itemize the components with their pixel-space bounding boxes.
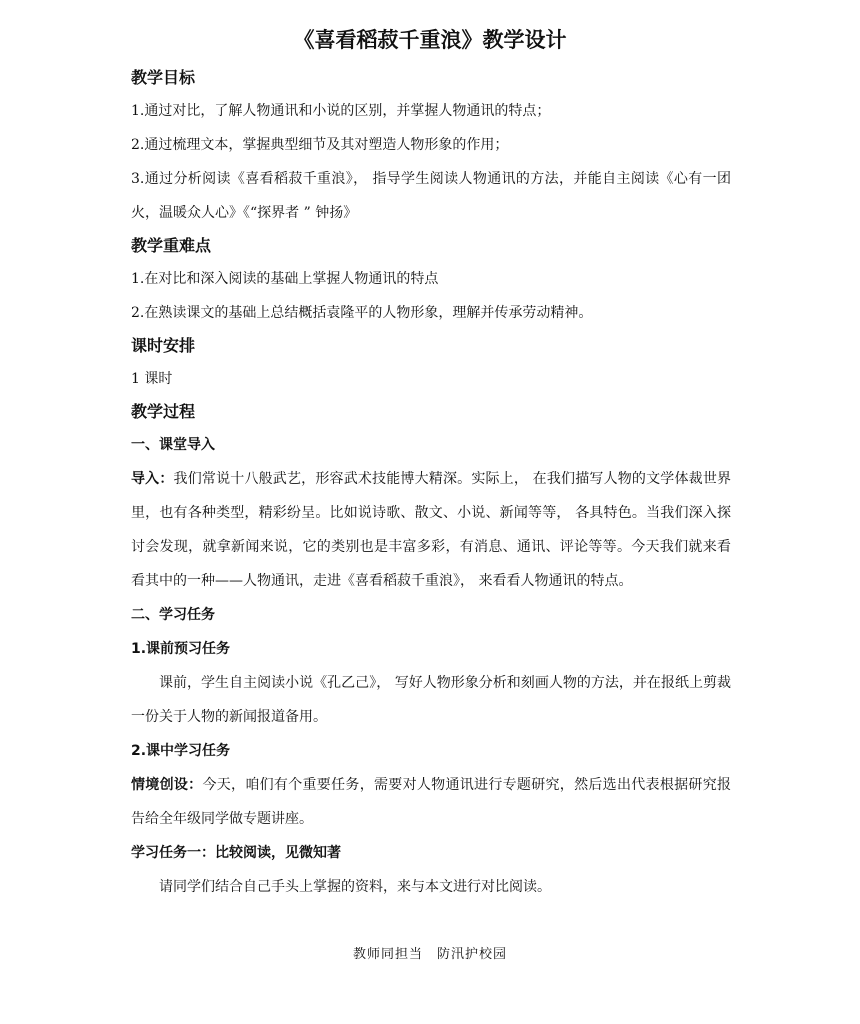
- subtask-heading: 学习任务一：比较阅读，见微知著: [131, 845, 341, 861]
- scenario-paragraph: [131, 768, 731, 836]
- class-task-heading: 2.课中学习任务: [131, 743, 231, 759]
- key-point-item-1: 1.在对比和深入阅读的基础上掌握人物通讯的特点: [131, 271, 439, 287]
- key-points-heading: 教学重难点: [131, 236, 212, 255]
- process-heading: 教学过程: [131, 402, 196, 421]
- intro-section-heading: 一、课堂导入: [131, 437, 215, 453]
- objective-item-3: 3.通过分析阅读《喜看稻菽千重浪》， 指导学生阅读人物通讯的方法，并能自主阅读《心有一团火，温暖众人心》《“探界者 ” 钟扬》: [131, 171, 731, 221]
- schedule-heading: 课时安排: [131, 336, 196, 355]
- document-body: [131, 62, 731, 904]
- scenario-text: 今天，咱们有个重要任务，需要对人物通讯进行专题研究，然后选出代表根据研究报告给全年级同学做专题讲座。: [131, 777, 732, 827]
- objective-item-2: 2.通过梳理文本，掌握典型细节及其对塑造人物形象的作用；: [131, 137, 509, 153]
- key-point-item-2: 2.在熟读课文的基础上总结概括袁隆平的人物形象，理解并传承劳动精神。: [131, 305, 593, 321]
- intro-text: 我们常说十八般武艺，形容武术技能博大精深。实际上， 在我们描写人物的文学体裁世界里，也有各种类型，精彩纷呈。比如说诗歌、散文、小说、新闻等等， 各具特色。当我们深入探讨会发现，就拿新闻来说，它的类别也是丰富多彩，有消息、通讯、评论等等。今天我们就来看看其中的一种——人物通讯，走进《喜看稻菽千重浪》， 来看看人物通讯的特点。: [131, 471, 732, 589]
- scenario-label: 情境创设：: [131, 777, 203, 793]
- objective-item-1: 1.通过对比，了解人物通讯和小说的区别，并掌握人物通讯的特点；: [131, 103, 551, 119]
- subtask-text: 请同学们结合自己手头上掌握的资料，来与本文进行对比阅读。: [159, 879, 551, 895]
- preview-task-text: 课前，学生自主阅读小说《孔乙己》， 写好人物形象分析和刻画人物的方法，并在报纸上剪裁一份关于人物的新闻报道备用。: [131, 675, 731, 725]
- page-footer: 教师同担当 防汛护校园: [352, 947, 507, 962]
- objectives-heading: 教学目标: [131, 68, 196, 87]
- document-title: 《喜看稻菽千重浪》教学设计: [293, 28, 567, 52]
- intro-label: 导入：: [131, 471, 174, 487]
- tasks-section-heading: 二、学习任务: [131, 607, 215, 623]
- intro-paragraph: [131, 462, 731, 598]
- preview-task-heading: 1.课前预习任务: [131, 641, 231, 657]
- schedule-text: 1 课时: [131, 371, 173, 387]
